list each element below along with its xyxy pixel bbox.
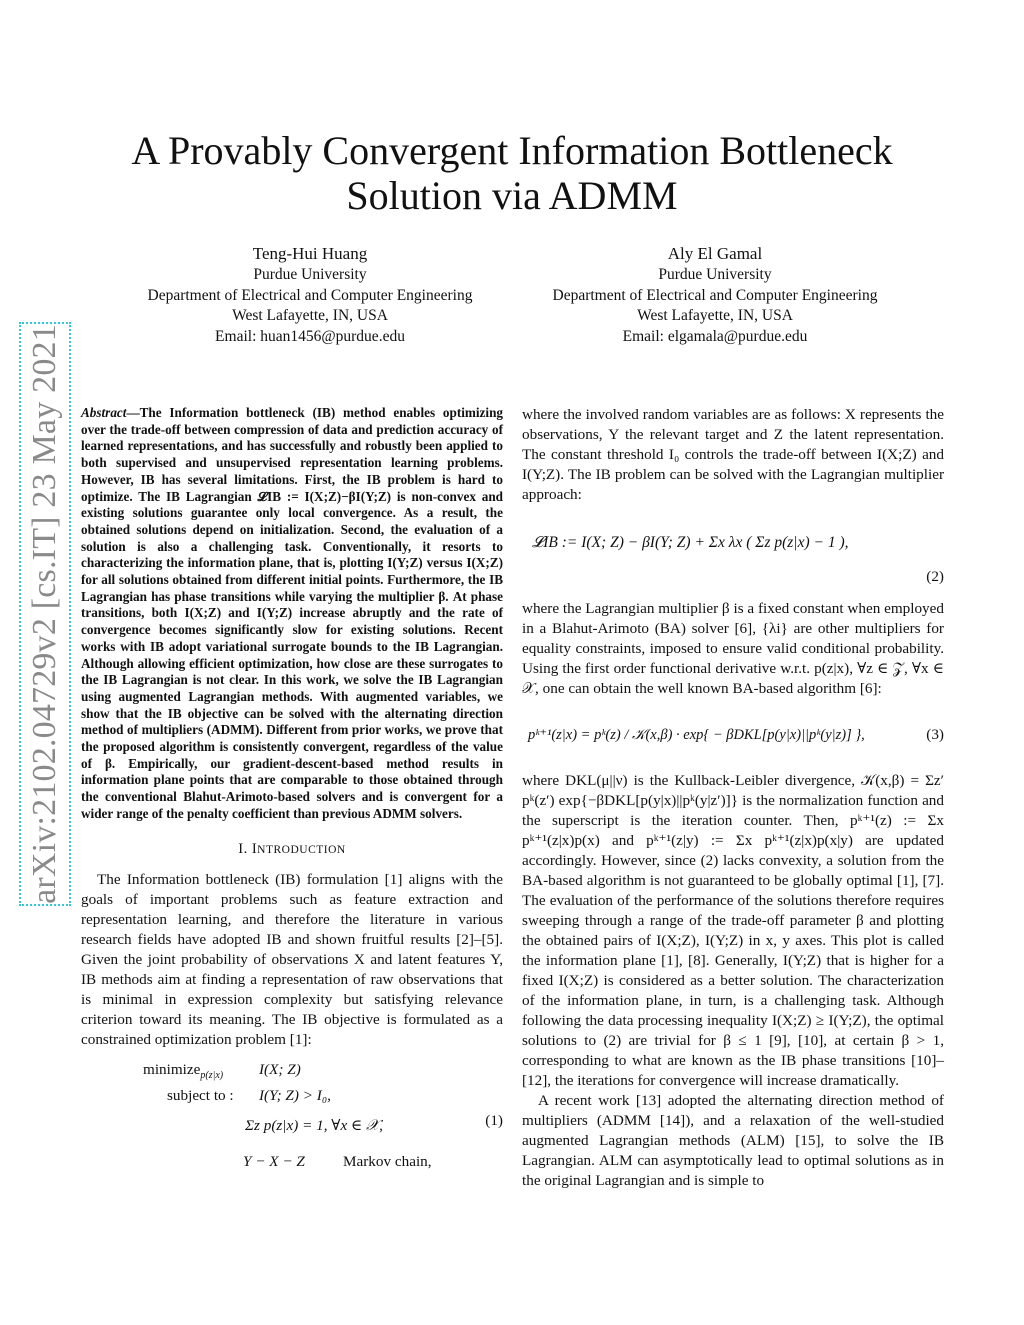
section-name: NTRODUCTION xyxy=(257,843,346,856)
title-line-2: Solution via ADMM xyxy=(346,173,678,218)
author-location: West Lafayette, IN, USA xyxy=(637,307,793,324)
optimization-problem-eq1 xyxy=(81,1058,503,1176)
intro-paragraph-1: The Information bottleneck (IB) formulation [1] aligns with the goals of important problems such as feature extraction and representation learning, and therefore the literature in various research fields have adopted IB and shown fruitful results [2]–[5]. Given the joint probability of observations X and latent features Y, IB methods aim at finding a representation of raw observations that is minimal in expression complexity but satisfying relevance criterion toward its meaning. The IB objective is formulated as a constrained optimization problem [1]: xyxy=(81,870,503,1048)
author-affiliation: Purdue University xyxy=(658,266,772,283)
arxiv-identifier: arXiv:2102.04729v2 [cs.IT] 23 May 2021 xyxy=(26,324,63,904)
section-heading-introduction xyxy=(81,839,503,860)
author-name: Aly El Gamal xyxy=(667,244,763,263)
abstract-text: —The Information bottleneck (IB) method enables optimizing over the trade-off between compression of data and prediction accuracy of learned representations, and has successfully and robustly been applied to both supervised and unsupervised representation learning problems. However, IB has several limitations. First, the IB problem is hard to optimize. The IB Lagrangian 𝓛IB := I(X;Z)−βI(Y;Z) is non-convex and existing solutions guarantee only local convergence. As a result, the obtained solutions depend on initialization. Second, the evaluation of a solution is also a challenging task. Conventionally, it resorts to characterizing the information plane, that is, plotting I(Y;Z) versus I(X;Z) for all solutions obtained from different initial points. Furthermore, the IB Lagrangian has phase transitions while varying the multiplier β. At phase transitions, both I(X;Z) and I(Y;Z) increase abruptly and the rate of convergence becomes significantly slow for existing solutions. Recent works with IB adopt variational surrogate bounds to the IB Lagrangian. Although allowing efficient optimization, how close are these surrogates to the IB Lagrangian is not clear. In this work, we solve the IB Lagrangian using augmented Lagrangian methods. With augmented variables, we show that the IB objective can be solved with the alternating direction method of multipliers (ADMM). Different from prior works, we prove that the proposed algorithm is consistently convergent, regardless of the value of β. Empirically, our gradient-descent-based method results in information plane points that are comparable to those obtained through the conventional Blahut-Arimoto-based solvers and is convergent for a wider range of the penalty coefficient than previous ADMM solvers. xyxy=(81,405,503,821)
opt-minimize-subscript: p(z|x) xyxy=(200,1069,224,1081)
author-department: Department of Electrical and Computer Engineering xyxy=(147,286,473,304)
right-paragraph-3: where DKL(μ||ν) is the Kullback-Leibler divergence, 𝒦(x,β) = Σz′ pᵏ(z′) exp{−βDKL[p(y|x)||pᵏ(y|z′)]} is the normalization function and the superscript is the iteration counter. Then, pᵏ⁺¹(z) := Σx pᵏ⁺¹(z|x)p(x) and pᵏ⁺¹(z|y) := Σx pᵏ⁺¹(z|x)p(x|y) are updated accordingly. However, since (2) lacks convexity, a solution from the BA-based algorithm is not guaranteed to be globally optimal [1], [7]. The evaluation of the performance of the solutions therefore requires sweeping through a range of the trade-off parameter β and plotting the obtained pairs of I(X;Z), I(Y;Z) in x, y axes. This plot is called the information plane [1], [8]. Generally, I(Y;Z) that is higher for a fixed I(X;Z) is considered as a better solution. The characterization of the information plane, in turn, is a challenging task. Although following the data processing inequality I(X;Z) ≥ I(Y;Z), the optimal solutions to (2) are trivial for β ≤ 1 [9], [10], at certain β > 1, corresponding to what are known as the IB phase transitions [10]–[12], the iterations for convergence will increase dramatically. xyxy=(522,772,944,1089)
equation-number-1: (1) xyxy=(485,1111,503,1129)
equation-number-3: (3) xyxy=(926,726,944,743)
author-department: Department of Electrical and Computer Engineering xyxy=(552,286,878,304)
right-paragraph-1: where the involved random variables are as follows: X represents the observations, Y the relevant target and Z the latent representation. The constant threshold I₀ controls the trade-off between I(X;Z) and I(Y;Z). The IB problem can be solved with the Lagrangian multiplier approach: xyxy=(522,406,944,503)
right-column xyxy=(522,405,944,1191)
right-paragraph-2: where the Lagrangian multiplier β is a fixed constant when employed in a Blahut-Arimoto (BA) solver [6], {λi} are other multipliers for equality constraints, imposed to ensure valid conditional probability. Using the first order functional derivative w.r.t. p(z|x), ∀z ∈ 𝒵, ∀x ∈ 𝒳, one can obtain the well known BA-based algorithm [6]: xyxy=(522,600,944,697)
right-paragraph-4: A recent work [13] adopted the alternating direction method of multipliers (ADMM [14]), and a relaxation of the well-studied augmented Lagrangian methods (ALM) [15], to solve the IB Lagrangian. ALM can asymptotically lead to optimal solutions as in the original Lagrangian and is simple to xyxy=(522,1092,944,1189)
equation-3-body: pᵏ⁺¹(z|x) = pᵏ(z) / 𝒦(x,β) · exp{ − βDKL[p(y|x)||pᵏ(y|z)] }, xyxy=(528,727,865,743)
opt-constraint-1: I(Y; Z) > I₀, xyxy=(259,1086,331,1104)
opt-constraint-2: Σz p(z|x) = 1, ∀x ∈ 𝒳, xyxy=(245,1116,383,1134)
paper-title xyxy=(80,128,944,218)
equation-number-2: (2) xyxy=(926,568,944,585)
arxiv-stamp xyxy=(19,322,71,906)
author-name: Teng-Hui Huang xyxy=(252,244,368,263)
opt-constraint-3: Y − X − Z xyxy=(243,1152,305,1170)
author-affiliation: Purdue University xyxy=(253,266,367,283)
opt-objective: I(X; Z) xyxy=(259,1060,301,1078)
title-line-1: A Provably Convergent Information Bottleneck xyxy=(131,128,893,173)
equation-2-body: 𝓛IB := I(X; Z) − βI(Y; Z) + Σx λx ( Σz p(z|x) − 1 ), xyxy=(532,534,849,551)
abstract xyxy=(81,405,503,823)
opt-subject-to: subject to : xyxy=(167,1086,234,1104)
author-email: Email: elgamala@purdue.edu xyxy=(622,327,808,345)
left-column xyxy=(81,405,503,1176)
author-block-2 xyxy=(515,243,915,347)
equation-2 xyxy=(522,525,944,591)
section-numeral: I. I xyxy=(238,840,258,857)
opt-markov-chain: Markov chain, xyxy=(343,1152,432,1170)
opt-minimize: minimize xyxy=(143,1060,201,1078)
abstract-label: Abstract xyxy=(81,405,127,420)
author-email: Email: huan1456@purdue.edu xyxy=(215,327,405,345)
author-block-1 xyxy=(110,243,510,347)
equation-3 xyxy=(522,711,944,763)
author-location: West Lafayette, IN, USA xyxy=(232,307,388,324)
